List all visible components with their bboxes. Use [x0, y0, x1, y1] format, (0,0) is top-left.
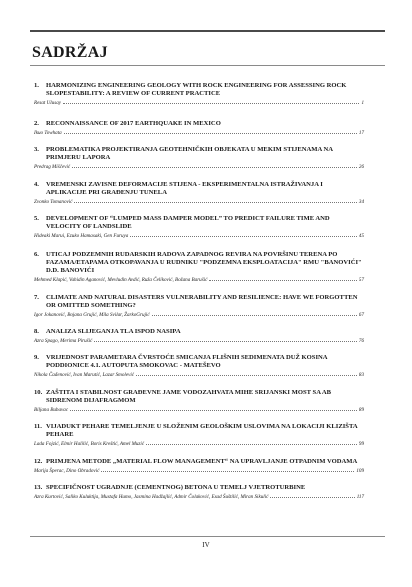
entry-number: 10. [34, 389, 43, 396]
dot-leader [101, 467, 354, 472]
entry-title: ANALIZA SLIJEGANJA TLA ISPOD NASIPA [46, 328, 181, 335]
entry-authors: Azra Kurtović, Saliko Kuluktija, Mustafa Humo, Jasmina Hadžajlić, Admir Čolaković, Esad Šuštilić, Miran Sikulić [34, 494, 269, 500]
entry-page-number: 83 [358, 372, 364, 378]
toc-list [34, 82, 364, 510]
entry-authors: Nikola Čađenović, Ivan Marutić, Lazar Smolević [34, 372, 135, 378]
toc-entry [34, 82, 364, 107]
toc-entry [34, 215, 364, 240]
toc-entry [34, 146, 364, 171]
entry-authors: Biljana Bubavac [34, 407, 69, 413]
toc-entry-title-row [34, 354, 364, 370]
entry-page-number: 17 [358, 130, 364, 136]
toc-entry [34, 328, 364, 345]
entry-page-number: 89 [358, 407, 364, 413]
toc-entry-title-row [34, 215, 364, 231]
toc-entry [34, 389, 364, 414]
entry-page-number: 109 [356, 468, 364, 474]
entry-page-number: 99 [358, 441, 364, 447]
toc-entry-title-row [34, 294, 364, 310]
toc-entry-author-row [34, 163, 364, 171]
entry-title: VRIJEDNOST PARAMETARA ČVRSTOĆE SMICANJA FLIŠNIH SEDIMENATA DUŽ KOSINA PODDIONICE 4.1. AUTOPUTA SMOKOVAC - MATEŠEVO [46, 354, 328, 369]
dot-leader [70, 406, 357, 411]
toc-entry-author-row [34, 311, 364, 319]
toc-entry-title-row [34, 146, 364, 162]
toc-entry [34, 484, 364, 501]
toc-entry-author-row [34, 371, 364, 379]
entry-number: 2. [34, 120, 39, 127]
entry-page-number: 45 [358, 233, 364, 239]
entry-title: DEVELOPMENT OF “LUMPED MASS DAMPER MODEL” TO PREDICT FAILURE TIME AND VELOCITY OF LANDSLIDE [46, 215, 330, 230]
entry-page-number: 1 [361, 100, 364, 106]
toc-entry-author-row [34, 276, 364, 284]
entry-number: 4. [34, 181, 39, 188]
toc-entry [34, 458, 364, 475]
toc-entry-title-row [34, 181, 364, 197]
entry-number: 3. [34, 146, 39, 153]
toc-entry [34, 120, 364, 137]
toc-entry-author-row [34, 493, 364, 501]
entry-authors: Igor Jokanović, Bojana Grujić, Mila Svilar, ŽarkoGrujić [34, 312, 150, 318]
entry-authors: Ikuo Towhata [34, 130, 62, 136]
dot-leader [152, 311, 357, 316]
entry-page-number: 26 [358, 164, 364, 170]
dot-leader [209, 276, 357, 281]
entry-authors: Mehmed Klapić, Vahidin Aganović, Mevludin Avdić, Ruža Čeliković, Božana Barušić [34, 277, 208, 283]
toc-entry-author-row [34, 406, 364, 414]
entry-title: VIJADUKT PEHARE TEMELJENJE U SLOŽENIM GEOLOŠKIM USLOVIMA NA LOKACIJI KLIZIŠTA PEHARE [46, 423, 358, 438]
entry-authors: Zvonko Tomanović [34, 199, 73, 205]
toc-entry-author-row [34, 129, 364, 137]
dot-leader [63, 99, 359, 104]
toc-entry-author-row [34, 232, 364, 240]
dot-leader [64, 129, 357, 134]
toc-entry [34, 251, 364, 284]
toc-entry-author-row [34, 198, 364, 206]
top-rule [30, 30, 385, 32]
toc-entry [34, 354, 364, 379]
entry-title: HARMONIZING ENGINEERING GEOLOGY WITH ROCK ENGINEERING FOR ASSESSING ROCK SLOPESTABILITY: A REVIEW OF CURRENT PRACTICE [46, 82, 347, 97]
heading-rule [30, 65, 385, 66]
page-title: SADRŽAJ [32, 44, 108, 61]
toc-entry-title-row [34, 389, 364, 405]
dot-leader [270, 493, 354, 498]
toc-entry-author-row [34, 467, 364, 475]
entry-number: 7. [34, 294, 39, 301]
dot-leader [146, 440, 357, 445]
dot-leader [130, 232, 357, 237]
entry-title: ZAŠTITA I STABILNOST GRAĐEVNE JAME VODOZAHVATA MIHE SRIJANSKI MOST SA AB SIDRENOM DIJAFRAGMOM [46, 389, 332, 404]
entry-page-number: 34 [358, 199, 364, 205]
entry-title: VREMENSKI ZAVISNE DEFORMACIJE STIJENA - EKSPERIMENTALNA ISTRAŽIVANJA I APLIKACIJE PRI GRAĐENJU TUNELA [46, 181, 323, 196]
toc-entry-title-row [34, 120, 364, 128]
toc-entry-title-row [34, 484, 364, 492]
dot-leader [74, 198, 356, 203]
entry-number: 11. [34, 423, 42, 430]
entry-title: PRIMJENA METODE „MATERIAL FLOW MANAGEMENT“ NA UPRAVLJANJE OTPADNIM VODAMA [46, 458, 358, 465]
entry-title: SPECIFIČNOST UGRADNJE (CEMENTNOG) BETONA U TEMELJ VJETROTURBINE [46, 484, 306, 491]
toc-entry-author-row [34, 337, 364, 345]
toc-entry-title-row [34, 458, 364, 466]
toc-entry-title-row [34, 328, 364, 336]
entry-authors: Marija Šperac, Dino Obradović [34, 468, 100, 474]
entry-number: 8. [34, 328, 39, 335]
entry-page-number: 67 [358, 312, 364, 318]
entry-title: PROBLEMATIKA PROJEKTIRANJA GEOTEHNIČKIH OBJEKATA U MEKIM STIJENAMA NA PRIMJERU LAPORA [46, 146, 333, 161]
dot-leader [136, 371, 357, 376]
dot-leader [72, 163, 357, 168]
toc-entry [34, 181, 364, 206]
entry-number: 5. [34, 215, 39, 222]
bottom-rule [30, 536, 385, 537]
entry-page-number: 76 [358, 338, 364, 344]
entry-number: 12. [34, 458, 43, 465]
toc-entry-author-row [34, 440, 364, 448]
page-number: IV [202, 541, 210, 549]
entry-number: 13. [34, 484, 43, 491]
toc-entry-title-row [34, 251, 364, 275]
entry-authors: Resat Ulusay [34, 100, 62, 106]
entry-title: CLIMATE AND NATURAL DISASTERS VULNERABILITY AND RESILIENCE: HAVE WE FORGOTTEN OR OMITTED SOMETHING? [46, 294, 358, 309]
dot-leader [94, 337, 357, 342]
entry-number: 6. [34, 251, 39, 258]
entry-authors: Azra Spago, Merima Pirušić [34, 338, 93, 344]
toc-entry [34, 423, 364, 448]
toc-entry-author-row [34, 99, 364, 107]
entry-number: 1. [34, 82, 39, 89]
entry-authors: Predrag Miščević [34, 164, 71, 170]
toc-entry [34, 294, 364, 319]
entry-page-number: 117 [356, 494, 364, 500]
entry-title: UTICAJ PODZEMNIH RUDARSKIH RADOVA ZAPADNOG REVIRA NA POVRŠINU TERENA PO FAZAMA/ETAPAMA OTKOPAVANJA U RUDNIKU "PODZEMNA EKSPLOATACIJA" RMU "BANOVIĆI" D.D. BANOVIĆI [46, 251, 362, 274]
toc-entry-title-row [34, 82, 364, 98]
toc-entry-title-row [34, 423, 364, 439]
entry-number: 9. [34, 354, 39, 361]
entry-authors: Hideaki Marui, Ezuko Hamasaki, Gen Furuya [34, 233, 129, 239]
entry-authors: Lada Fojzić, Elmir Halilić, Boris Kreštić, Amel Muzić [34, 441, 145, 447]
entry-title: RECONNAISSANCE OF 2017 EARTHQUAKE IN MEXICO [46, 120, 221, 127]
entry-page-number: 57 [358, 277, 364, 283]
